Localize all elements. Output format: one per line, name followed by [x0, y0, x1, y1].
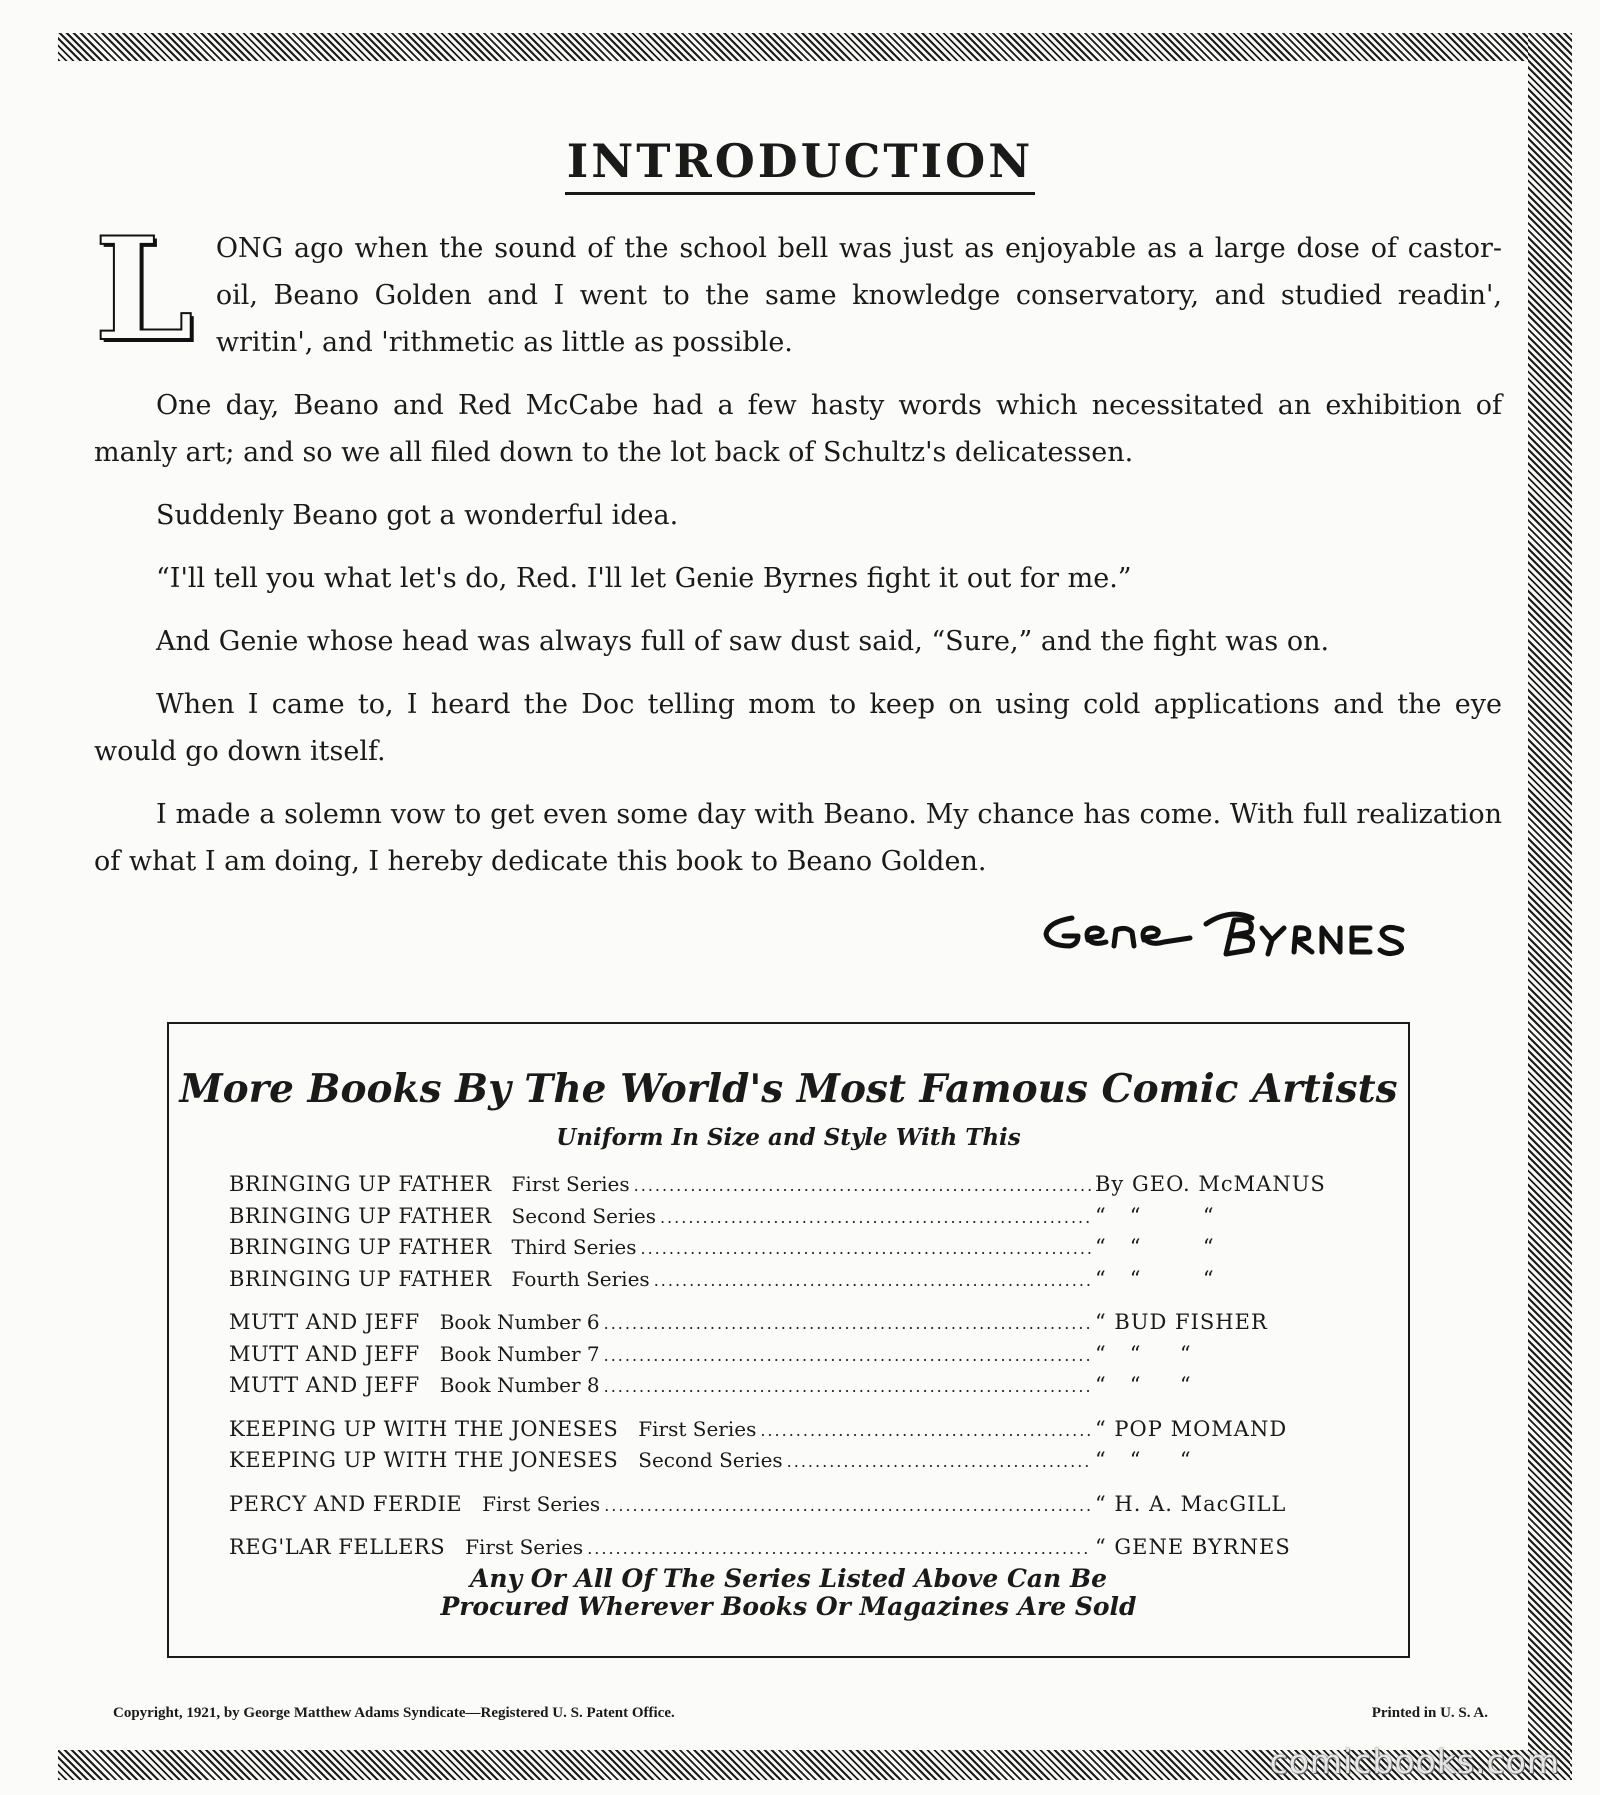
- book-title: KEEPING UP WITH THE JONESES: [229, 1448, 619, 1472]
- book-author: “ “ “: [1095, 1203, 1215, 1228]
- book-series: Second Series: [638, 1448, 783, 1472]
- book-author: “ “ “: [1095, 1373, 1192, 1397]
- book-row: [229, 1373, 1319, 1405]
- book-title: BRINGING UP FATHER: [229, 1266, 492, 1291]
- availability-note-line: Procured Wherever Books Or Magazines Are Sold: [440, 1592, 1137, 1621]
- book-series: Book Number 6: [439, 1310, 600, 1334]
- book-row: [229, 1267, 1319, 1299]
- dot-leader: [604, 1496, 1091, 1515]
- book-row: [229, 1172, 1326, 1204]
- book-title: BRINGING UP FATHER: [229, 1172, 492, 1196]
- group-gap: [229, 1298, 1319, 1310]
- book-author: “ GENE BYRNES: [1095, 1535, 1291, 1559]
- book-title: KEEPING UP WITH THE JONESES: [229, 1416, 619, 1441]
- book-title: BRINGING UP FATHER: [229, 1203, 492, 1228]
- dot-leader: [654, 1271, 1091, 1290]
- book-row: [229, 1535, 1319, 1567]
- dot-leader: [604, 1346, 1091, 1365]
- dot-leader: [587, 1539, 1091, 1558]
- book-series: Fourth Series: [511, 1266, 650, 1291]
- book-author: “ BUD FISHER: [1095, 1310, 1268, 1334]
- book-series: Book Number 7: [439, 1341, 600, 1366]
- books-box-subtitle: Uniform In Size and Style With This: [556, 1124, 1021, 1151]
- intro-paragraph: [94, 207, 1502, 373]
- intro-paragraph-text: ONG ago when the sound of the school bell was just as enjoyable as a large dose of castor-oil, Beano Golden and I went to the same knowledge conservatory, and studied readin', writin', and 'rithmetic as little as possible.: [215, 233, 1502, 358]
- right-hatched-border: [1528, 33, 1572, 1780]
- book-row: [229, 1492, 1319, 1524]
- dot-leader: [640, 1239, 1091, 1258]
- book-series: Book Number 8: [439, 1373, 600, 1397]
- intro-paragraph: “I'll tell you what let's do, Red. I'll let Genie Byrnes fight it out for me.”: [156, 563, 1132, 594]
- intro-paragraph: When I came to, I heard the Doc telling mom to keep on using cold applications and the eye would go down itself.: [94, 689, 1502, 767]
- dot-leader: [760, 1421, 1091, 1440]
- book-row: [229, 1448, 1319, 1480]
- signature: [1040, 900, 1420, 960]
- book-row: [229, 1417, 1319, 1449]
- book-row: [229, 1204, 1319, 1236]
- printed-notice: Printed in U. S. A.: [1371, 1705, 1488, 1721]
- availability-note: [169, 1565, 1408, 1621]
- book-row: [229, 1235, 1319, 1267]
- dot-leader: [604, 1314, 1091, 1333]
- book-author: “ “ “: [1095, 1235, 1215, 1259]
- book-author: By GEO. McMANUS: [1095, 1172, 1326, 1196]
- page-title: [0, 134, 1600, 188]
- book-author: “ “ “: [1095, 1341, 1192, 1366]
- book-row: [229, 1342, 1319, 1374]
- book-title: MUTT AND JEFF: [229, 1373, 420, 1397]
- book-series: First Series: [638, 1416, 757, 1441]
- book-author: “ POP MOMAND: [1095, 1416, 1288, 1441]
- books-box-title: More Books By The World's Most Famous Comic Artists: [179, 1066, 1398, 1112]
- dot-leader: [660, 1208, 1091, 1227]
- more-books-box: [167, 1022, 1410, 1658]
- intro-paragraph: I made a solemn vow to get even some day with Beano. My chance has come. With full realization of what I am doing, I hereby dedicate this book to Beano Golden.: [94, 799, 1502, 877]
- group-gap: [229, 1480, 1319, 1492]
- book-series: First Series: [465, 1535, 584, 1559]
- book-title: PERCY AND FERDIE: [229, 1491, 463, 1516]
- dot-leader: [787, 1452, 1091, 1471]
- book-author: “ H. A. MacGILL: [1095, 1491, 1287, 1516]
- top-hatched-border: [58, 33, 1570, 61]
- book-series: First Series: [511, 1172, 630, 1196]
- book-title: MUTT AND JEFF: [229, 1310, 420, 1334]
- book-author: “ “ “: [1095, 1266, 1215, 1291]
- page-title-text: INTRODUCTION: [565, 134, 1036, 195]
- drop-cap: L: [94, 207, 194, 373]
- group-gap: [229, 1405, 1319, 1417]
- book-row: [229, 1310, 1319, 1342]
- availability-note-line: Any Or All Of The Series Listed Above Can Be: [470, 1564, 1107, 1593]
- intro-paragraph: One day, Beano and Red McCabe had a few hasty words which necessitated an exhibition of manly art; and so we all filed down to the lot back of Schultz's delicatessen.: [94, 390, 1502, 468]
- book-title: MUTT AND JEFF: [229, 1341, 420, 1366]
- intro-paragraph: Suddenly Beano got a wonderful idea.: [156, 500, 679, 531]
- copyright-notice: Copyright, 1921, by George Matthew Adams Syndicate—Registered U. S. Patent Office.: [113, 1705, 675, 1721]
- book-series: Third Series: [511, 1235, 637, 1259]
- book-author: “ “ “: [1095, 1448, 1192, 1472]
- book-series: Second Series: [511, 1203, 656, 1228]
- group-gap: [229, 1523, 1319, 1535]
- books-list: [229, 1172, 1326, 1567]
- book-series: First Series: [482, 1491, 601, 1516]
- dot-leader: [604, 1377, 1091, 1396]
- book-title: BRINGING UP FATHER: [229, 1235, 492, 1259]
- introduction-text: [94, 207, 1502, 901]
- intro-paragraph: And Genie whose head was always full of saw dust said, “Sure,” and the fight was on.: [156, 626, 1330, 657]
- book-title: REG'LAR FELLERS: [229, 1535, 446, 1559]
- dot-leader: [634, 1176, 1091, 1195]
- watermark: comicbooks.com: [1269, 1742, 1560, 1781]
